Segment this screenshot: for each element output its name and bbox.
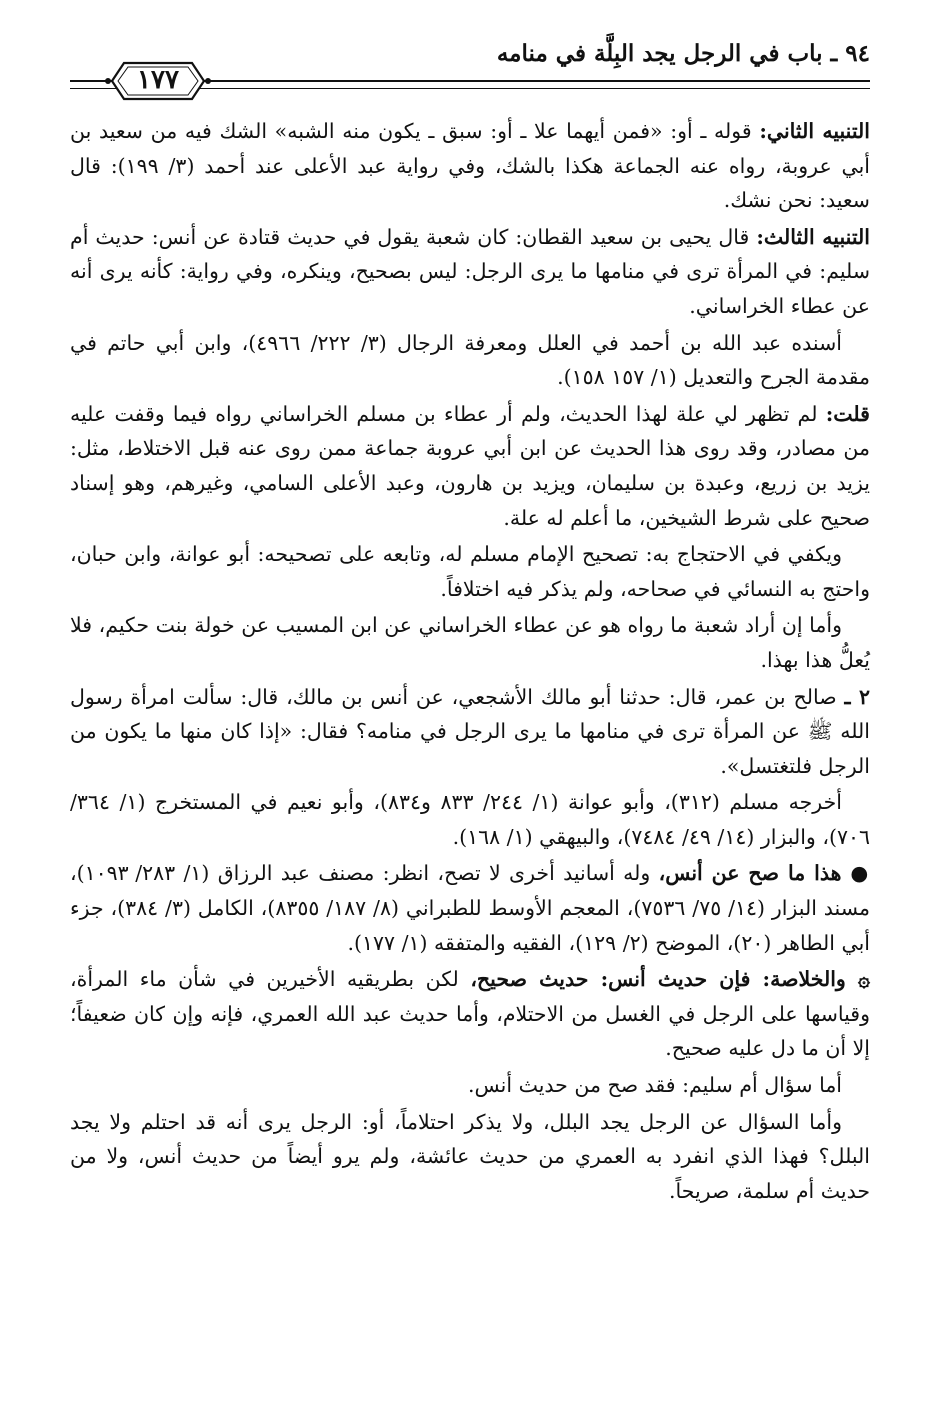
body-text	[70, 114, 870, 1208]
page-number-badge	[98, 58, 218, 104]
paragraph	[70, 1068, 870, 1103]
paragraph	[70, 397, 870, 535]
paragraph-text: قال يحيى بن سعيد القطان: كان شعبة يقول في حديث قتادة عن أنس: حديث أم سليم: في المرأة ترى في منامها ما يرى الرجل: ليس بصحيح، وينكره، وفي رواية: كأنه يرى أنه عن عطاء الخراساني.	[70, 224, 870, 318]
paragraph-lead: التنبيه الثاني:	[759, 119, 870, 143]
paragraph-text: وأما السؤال عن الرجل يجد البلل، ولا يذكر احتلاماً، أو: الرجل يرى أنه قد احتلم ولا يجد البلل؟ فهذا الذي انفرد به العمري من حديث عائشة، ولم يرو أيضاً من حديث أنس، ولا من حديث أم سلمة، صريحاً.	[70, 1109, 870, 1203]
paragraph-text: صالح بن عمر، قال: حدثنا أبو مالك الأشجعي، عن أنس بن مالك، قال: سألت امرأة رسول الله ﷺ عن المرأة ترى في منامها ما يرى الرجل في منامه؟ فقال: «إذا كان منها ما يكون من الرجل فلتغتسل».	[70, 684, 870, 778]
paragraph	[70, 785, 870, 854]
paragraph-text: وأما إن أراد شعبة ما رواه هو عن عطاء الخراساني عن ابن المسيب عن خولة بنت حكيم، فلا يُعلُّ هذا بهذا.	[70, 613, 870, 672]
paragraph	[70, 114, 870, 218]
paragraph-lead: ٢ ـ	[844, 684, 870, 709]
paragraph-text: أما سؤال أم سليم: فقد صح من حديث أنس.	[468, 1073, 842, 1098]
paragraph-text: قوله ـ أو: «فمن أيهما علا ـ أو: سبق ـ يكون منه الشبه» الشك فيه من سعيد بن أبي عروبة، رواه عنه الجماعة هكذا بالشك، وفي رواية عبد الأعلى عند أحمد (٣/ ١٩٩): قال سعيد: نحن نشك.	[70, 119, 870, 213]
paragraph	[70, 608, 870, 677]
paragraph-lead: ● هذا ما صح عن أنس،	[658, 861, 870, 886]
paragraph-text: لم تظهر لي علة لهذا الحديث، ولم أر عطاء بن مسلم الخراساني رواه فيما وقفت عليه من مصادر، وقد روى هذا الحديث عن ابن أبي عروبة جماعة ممن روى عنه قبل الاختلاط، مثل: يزيد بن زريع، وعبدة بن سليمان، ويزيد بن هارون، وعبد الأعلى السامي، وغيرهم، وهو إسناد صحيح على شرط الشيخين، ما أعلم له علة.	[70, 401, 870, 530]
page-header	[70, 36, 870, 100]
paragraph	[70, 1105, 870, 1209]
paragraph-text: أخرجه مسلم (٣١٢)، وأبو عوانة (١/ ٢٤٤/ ٨٣٣ و٨٣٤)، وأبو نعيم في المستخرج (١/ ٣٦٤/ ٧٠٦)، والبزار (١٤/ ٤٩/ ٧٤٨٤)، والبيهقي (١/ ١٦٨).	[70, 790, 870, 849]
paragraph	[70, 537, 870, 606]
paragraph	[70, 220, 870, 324]
paragraph-text: لكن بطريقيه الأخيرين في شأن ماء المرأة، وقياسها على الرجل في الغسل من الاحتلام، وأما حديث عبد الله العمري، فإنه وإن كان ضعيفاً؛ إلا أن ما دل عليه صحيح.	[70, 967, 870, 1061]
paragraph-text: ويكفي في الاحتجاج به: تصحيح الإمام مسلم له، وتابعه على تصحيحه: أبو عوانة، وابن حبان، واحتج به النسائي في صحاحه، ولم يذكر فيه اختلافاً.	[70, 542, 870, 601]
page-number: ١٧٧	[137, 65, 179, 95]
paragraph-text: أسنده عبد الله بن أحمد في العلل ومعرفة الرجال (٣/ ٢٢٢/ ٤٩٦٦)، وابن أبي حاتم في مقدمة الجرح والتعديل (١/ ١٥٧ ١٥٨).	[70, 330, 870, 390]
paragraph-lead: التنبيه الثالث:	[756, 224, 870, 249]
paragraph	[70, 856, 870, 960]
paragraph	[70, 326, 870, 395]
paragraph	[70, 962, 870, 1066]
paragraph	[70, 680, 870, 784]
paragraph-text: وله أسانيد أخرى لا تصح، انظر: مصنف عبد الرزاق (١/ ٢٨٣/ ١٠٩٣)، مسند البزار (١٤/ ٧٥/ ٧٥٣٦)، المعجم الأوسط للطبراني (٨/ ١٨٧/ ٨٣٥٥)، الكامل (٣/ ٣٨٤)، جزء أبي الطاهر (٢٠)، الموضح (٢/ ١٢٩)، الفقيه والمتفقه (١/ ١٧٧).	[70, 861, 870, 955]
paragraph-lead: قلت:	[825, 401, 870, 426]
paragraph-lead: ۞ والخلاصة: فإن حديث أنس: حديث صحيح،	[470, 967, 870, 992]
running-title: ٩٤ ـ باب في الرجل يجد البِلَّة في منامه	[496, 40, 870, 67]
